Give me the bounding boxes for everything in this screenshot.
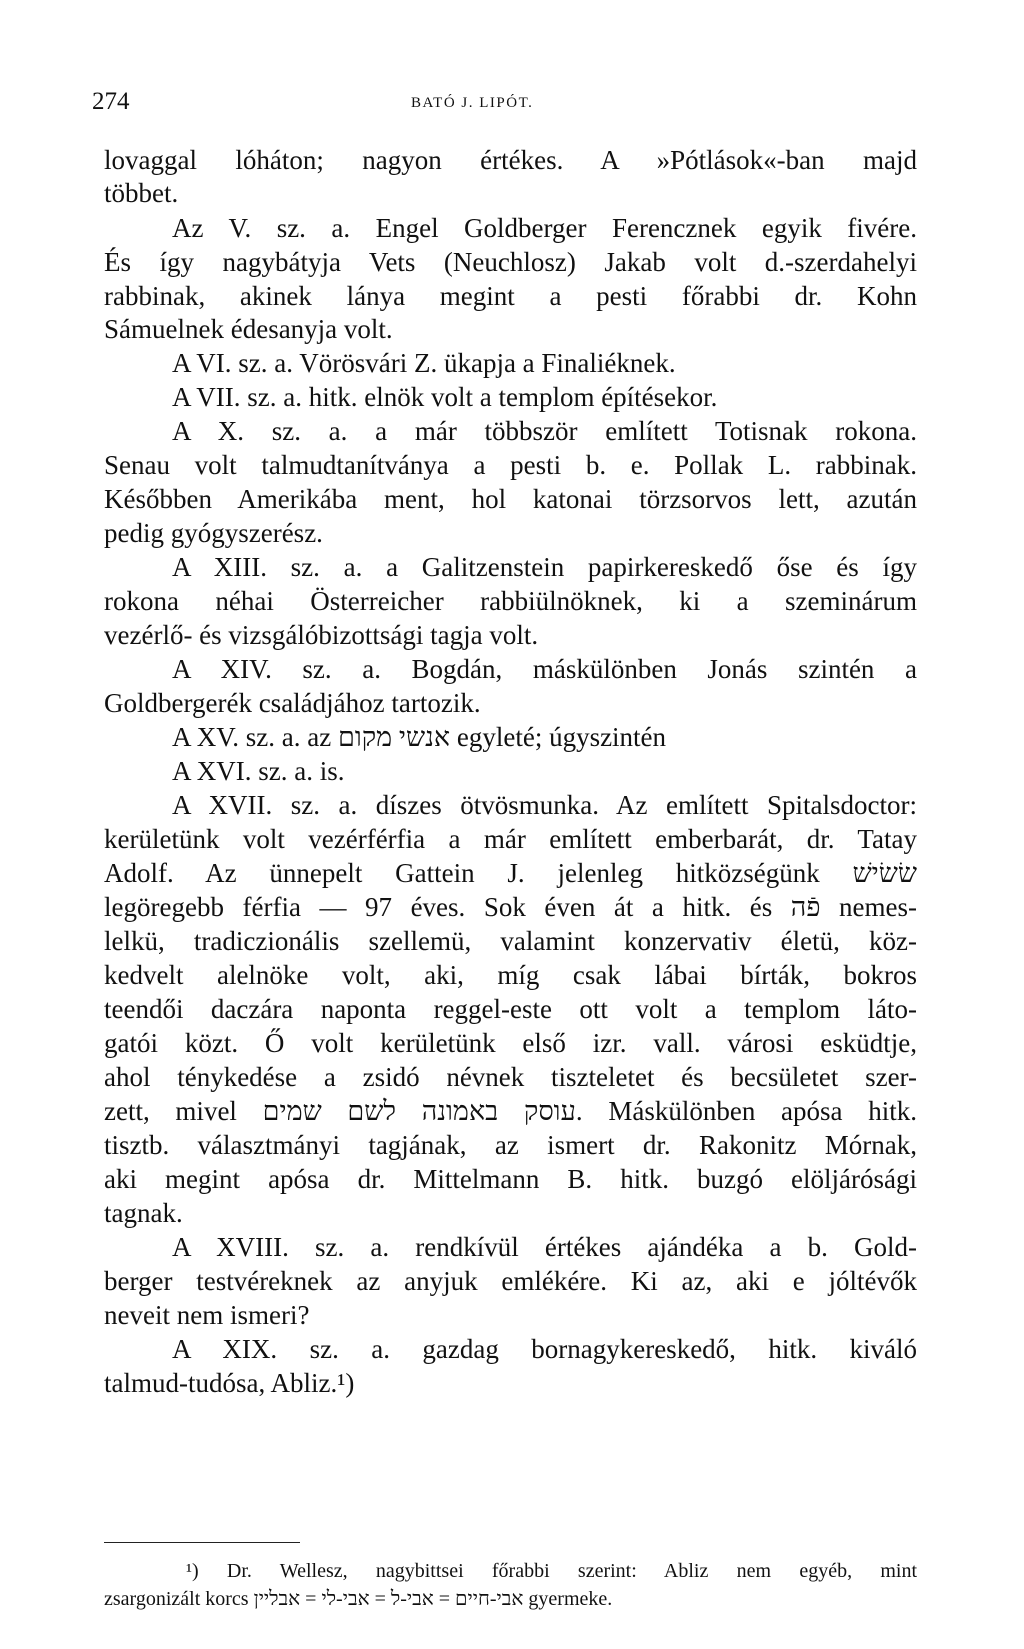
text-line: többet. — [104, 178, 179, 208]
footnote-rule — [104, 1542, 300, 1543]
text-line: kerületünk volt vezérférfia a már említett emberbarát, dr. Tatay — [104, 824, 917, 854]
page-header — [0, 88, 1024, 118]
text-line: aki megint apósa dr. Mittelmann B. hitk. buzgó elöljárósági — [104, 1164, 917, 1194]
text-line: zett, mivel עוסק באמונה לשם שמים. Máskülönben apósa hitk. — [104, 1096, 917, 1126]
text-line: A XVII. sz. a. díszes ötvösmunka. Az említett Spitalsdoctor: — [172, 790, 917, 820]
footnote-line: ¹) Dr. Wellesz, nagybittsei főrabbi szerint: Abliz nem egyéb, mint — [186, 1560, 917, 1582]
text-line: vezérlő- és vizsgálóbizottsági tagja volt. — [104, 620, 539, 650]
text-line: lelkü, tradiczionális szellemü, valamint konzervativ életü, köz- — [104, 926, 917, 956]
text-line: Az V. sz. a. Engel Goldberger Ferencznek egyik fivére. — [172, 213, 917, 243]
text-line: tisztb. választmányi tagjának, az ismert dr. Rakonitz Mórnak, — [104, 1130, 917, 1160]
text-line: Goldbergerék családjához tartozik. — [104, 688, 481, 718]
text-line: talmud-tudósa, Abliz.¹) — [104, 1368, 355, 1398]
text-line: A XIV. sz. a. Bogdán, máskülönben Jonás szintén a — [172, 654, 917, 684]
text-line: A VII. sz. a. hitk. elnök volt a templom építésekor. — [172, 382, 718, 412]
text-line: rokona néhai Österreicher rabbiülnöknek, ki a szeminárum — [104, 586, 917, 616]
text-line: A XV. sz. a. az אנשי מקום egyleté; úgyszintén — [172, 722, 667, 752]
text-line: teendői daczára naponta reggel-este ott volt a templom láto- — [104, 994, 917, 1024]
text-line: tagnak. — [104, 1198, 183, 1228]
text-line: ahol ténykedése a zsidó névnek tiszteletet és becsületet szer- — [104, 1062, 917, 1092]
text-line: Sámuelnek édesanyja volt. — [104, 314, 393, 344]
text-line: lovaggal lóháton; nagyon értékes. A »Pótlások«-ban majd — [104, 145, 917, 175]
text-line: A XIII. sz. a. a Galitzenstein papirkereskedő őse és így — [172, 552, 917, 582]
text-line: pedig gyógyszerész. — [104, 518, 323, 548]
text-line: Senau volt talmudtanítványa a pesti b. e. Pollak L. rabbinak. — [104, 450, 917, 480]
text-line: A VI. sz. a. Vörösvári Z. ükapja a Finaliéknek. — [172, 348, 676, 378]
text-line: És így nagybátyja Vets (Neuchlosz) Jakab volt d.-szerdahelyi — [104, 247, 917, 277]
text-line: gatói közt. Ő volt kerületünk első izr. vall. városi esküdtje, — [104, 1028, 917, 1058]
text-line: A X. sz. a. a már többször említett Totisnak rokona. — [172, 416, 917, 446]
text-line: berger testvéreknek az anyjuk emlékére. Ki az, aki e jóltévők — [104, 1266, 917, 1296]
text-line: A XIX. sz. a. gazdag bornagykereskedő, hitk. kiváló — [172, 1334, 917, 1364]
footnote-line: zsargonizált korcs אבי-חיים = אבי-ל = אבי-לי = אבליין gyermeke. — [104, 1588, 613, 1610]
page-number: 274 — [92, 88, 130, 115]
text-line: A XVIII. sz. a. rendkívül értékes ajándéka a b. Gold- — [172, 1232, 917, 1262]
text-line: kedvelt alelnöke volt, aki, míg csak lábai bírták, bokros — [104, 960, 917, 990]
text-line: rabbinak, akinek lánya megint a pesti főrabbi dr. Kohn — [104, 281, 917, 311]
text-line: Későbben Amerikába ment, hol katonai törzsorvos lett, azután — [104, 484, 917, 514]
text-line: A XVI. sz. a. is. — [172, 756, 345, 786]
text-line: Adolf. Az ünnepelt Gattein J. jelenleg hitközségünk שׂשׂישׁ — [104, 858, 917, 888]
text-line: neveit nem ismeri? — [104, 1300, 310, 1330]
running-head: BATÓ J. LIPÓT. — [411, 95, 534, 111]
text-line: legöregebb férfia — 97 éves. Sok éven át a hitk. és פֿה nemes- — [104, 892, 917, 922]
